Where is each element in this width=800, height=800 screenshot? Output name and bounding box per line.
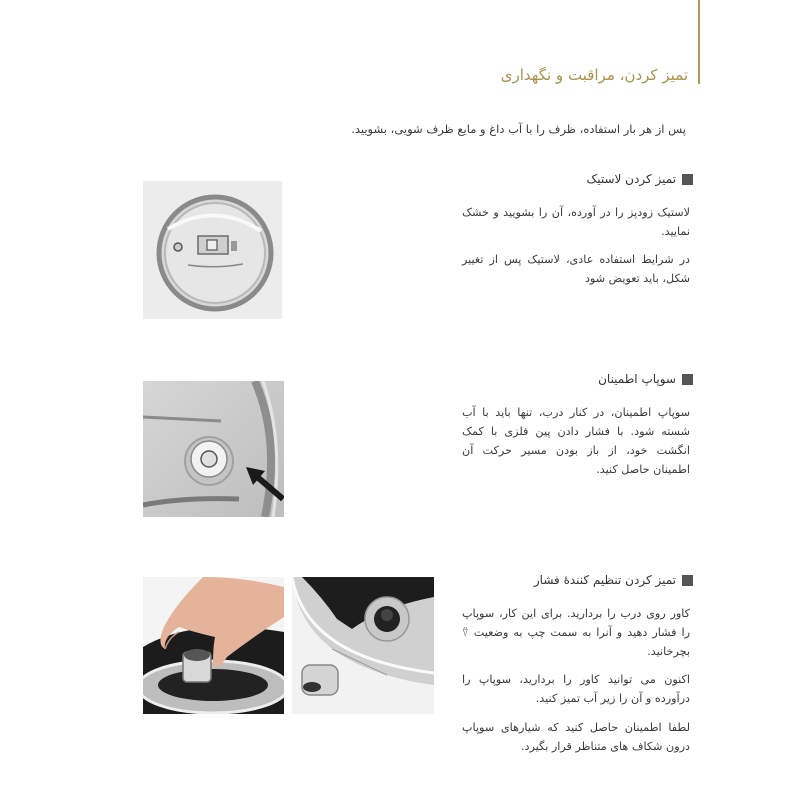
page-title: تمیز کردن، مراقبت و نگهداری xyxy=(500,66,688,84)
section-heading-pressure-regulator xyxy=(534,573,693,587)
safety-valve-paragraph: سوپاپ اطمینان، در کنار درب، تنها باید با آب شسته شود. با فشار دادن پین فلزی با کمک انگشت خود، از باز بودن مسیر حرکت آن اطمینان حاصل کنید. xyxy=(462,406,690,476)
safety-valve-photo xyxy=(143,381,284,517)
gasket-paragraph-1: لاستیک زودپز را در آورده، آن را بشویید و خشک نمایید. xyxy=(462,206,690,238)
safety-valve-illustration xyxy=(143,381,284,517)
section-heading-label: تمیز کردن لاستیک xyxy=(586,172,676,186)
gasket-paragraph-2: در شرایط استفاده عادی، لاستیک پس از تغییر شکل، باید تعویض شود xyxy=(462,253,690,285)
hand-regulator-illustration xyxy=(143,577,284,714)
regulator-on-lid-photo xyxy=(292,577,434,714)
accent-rule xyxy=(698,0,700,84)
gasket-photo xyxy=(143,181,282,319)
square-bullet-icon xyxy=(682,575,693,586)
section-heading-label: سوپاپ اطمینان xyxy=(598,372,676,386)
square-bullet-icon xyxy=(682,174,693,185)
intro-text: پس از هر بار استفاده، ظرف را با آب داغ و مایع ظرف شویی، بشویید. xyxy=(351,122,686,136)
regulator-paragraph-1: کاور روی درب را بردارید. برای این کار، سوپاپ را فشار دهید و آنرا به سمت چپ به وضعیت ⍢ بچرخانید. xyxy=(462,607,690,658)
regulator-paragraph-2: اکنون می توانید کاور را بردارید، سوپاپ را درآورده و آن را زیر آب تمیز کنید. xyxy=(462,673,690,705)
lid-gasket-illustration xyxy=(143,181,282,319)
section-heading-safety-valve xyxy=(598,372,693,386)
square-bullet-icon xyxy=(682,374,693,385)
section-heading-gasket xyxy=(586,172,693,186)
regulator-lid-illustration xyxy=(292,577,434,714)
hand-removing-regulator-photo xyxy=(143,577,284,714)
regulator-paragraph-3: لطفا اطمینان حاصل کنید که شیارهای سوپاپ درون شکاف های متناظر قرار بگیرد. xyxy=(462,721,690,753)
section-heading-label: تمیز کردن تنظیم کنندهٔ فشار xyxy=(533,573,676,587)
